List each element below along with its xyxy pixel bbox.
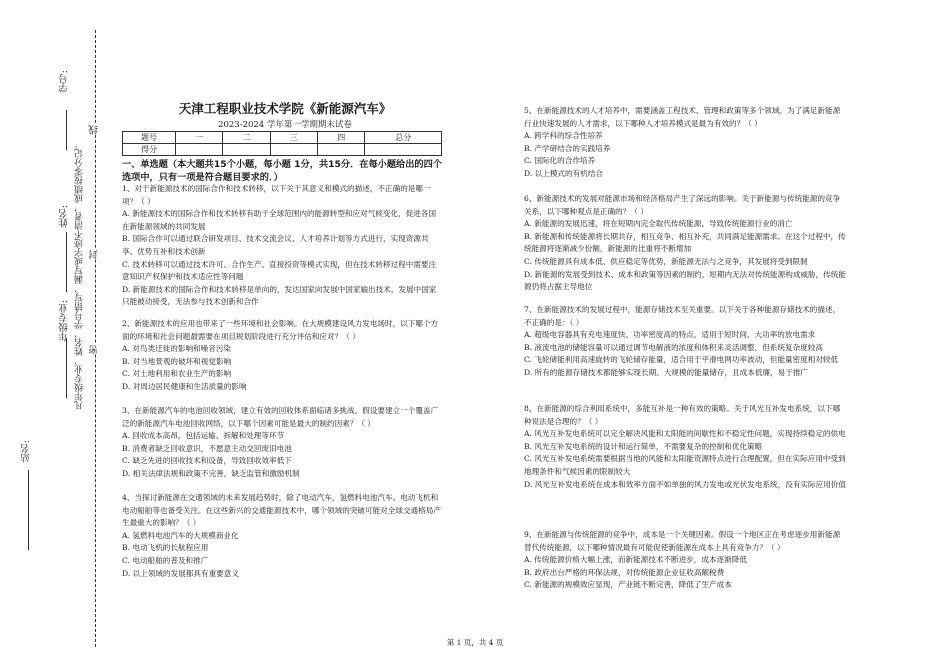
question-option: A. 传统能源价格大幅上涨，而新能源技术不断进步，成本逐渐降低 [524,555,747,565]
question-option: A. 对鸟类迁徙的影响和噪音污染 [122,344,232,354]
question-option: B. 产学研结合的实践培养 [524,143,611,153]
question-stem: 3、在新能源汽车的电池回收领域，建立有效的回收体系面临诸多挑战。假设要建立一个覆盖广泛的新能源汽车电池回收网络，以下哪个因素可能是最大的制约因素？（ ） [122,406,439,428]
score-cell: 一 [176,132,223,144]
binding-strip [0,0,105,672]
field-xuehao-label: 学号: [59,70,70,93]
question-7 [524,304,846,380]
score-input-cell [223,144,270,156]
score-cell: 二 [223,132,270,144]
question-stem: 9、在新能源与传统能源的竞争中，成本是一个关键因素。假设一个地区正在考虑逐步用新能源替代传统能源，以下哪种情况最有可能促使新能源在成本上具有竞争力？（ ） [524,530,841,552]
question-option: D. 对周边居民健康和生活质量的影响 [122,381,247,391]
page-footer: 第 1 页，共 4 页 [446,638,504,647]
question-option: B. 政府出台严格的环保法规，对传统能源企业征收高额税费 [524,567,725,577]
question-option: B. 风光互补发电系统的设计和运行简单，不需要复杂的控制和优化策略 [524,441,763,451]
score-table-score-row [123,144,442,156]
question-option: B. 消费者缺乏回收意识，不愿意主动交回废旧电池 [122,443,292,453]
score-input-cell [176,144,223,156]
seal-feng: 封 [89,250,100,260]
question-4 [122,492,442,580]
question-option: B. 对当地景观的破坏和视觉影响 [122,356,232,366]
binding-notice: 凡年级专业、姓名、学号错写、漏写或字迹不清者，成绩按零分记。 [75,140,85,410]
question-stem: 2、新能源技术的应用也带来了一些环境和社会影响。在大规模建设风力发电场时，以下哪个方面的环境和社会问题最需要在项目规划阶段进行充分评估和应对？（ ） [122,319,439,341]
score-input-cell [318,144,365,156]
score-cell: 题号 [123,132,176,144]
question-9 [524,529,846,592]
xingming-line [66,232,67,292]
question-option: D. 风光互补发电系统在成本和效率方面不如单独的风力发电或光伏发电系统，没有实际应用价值 [524,479,846,489]
question-option: C. 缺乏先进的回收技术和设备，导致回收效率低下 [122,456,292,466]
question-option: C. 技术转移可以通过技术许可、合作生产、直接投资等模式实现，但在技术转移过程中需要注意知识产权保护和技术适应性等问题 [122,259,437,282]
question-5 [524,105,846,181]
question-8 [524,403,846,491]
question-stem: 8、在新能源的综合利用系统中，多能互补是一种有效的策略。关于风光互补发电系统，以下哪种说法是合理的？（ ） [524,404,841,426]
question-option: A. 回收成本高昂，包括运输、拆解和处理等环节 [122,431,285,441]
score-cell: 三 [270,132,317,144]
question-stem: 6、新能源技术的发展对能源市场和经济格局产生了深远的影响。关于新能源与传统能源的竞争关系，以下哪种观点是正确的？（ ） [524,194,841,216]
question-option: A. 氢燃料电池汽车的大规模商业化 [122,530,239,540]
question-1 [122,183,442,309]
question-option: C. 飞轮储能利用高速旋转的飞轮储存能量，适合用于平滑电网功率波动，但能量密度相对较低 [524,355,839,365]
question-option: D. 相关法律法规和政策不完善，缺乏监管和激励机制 [122,468,300,478]
question-6 [524,193,846,294]
exam-title: 天津工程职业技术学院《新能源汽车》 [178,101,392,116]
question-option: A. 超级电容器具有充电速度快、功率密度高的特点，适用于短时间、大功率的放电需求 [524,330,816,340]
question-option: A. 跨学科的综合性培养 [524,131,603,141]
question-option: B. 新能源和传统能源将长期共存，相互竞争、相互补充，共同满足能源需求。在这个过程中，传统能源将逐渐减少份额，新能源的比重将不断增加 [524,231,846,254]
question-option: D. 以上模式的有机结合 [524,168,603,178]
question-option: A. 新能源的发展迅速，将在短期内完全取代传统能源，导致传统能源行业的消亡 [524,219,793,229]
question-option: C. 对土地利用和农业生产的影响 [122,369,232,379]
score-input-cell [270,144,317,156]
seal-mi: 密 [89,345,100,355]
xuehao-line [66,110,67,150]
question-option: C. 新能源的规模效应显现，产业链不断完善，降低了生产成本 [524,580,732,590]
field-zhanming-label: 站名: [21,440,32,463]
question-option: D. 新能源的发展受到技术、成本和政策等因素的制约，短期内无法对传统能源构成威胁，传统能源仍将占据主导地位 [524,269,846,292]
banji-line [66,338,67,398]
question-option: C. 传统能源具有成本低、供应稳定等优势，新能源无法与之竞争，其发展将受到限制 [524,256,808,266]
zhanming-line [28,470,29,550]
cut-line [95,30,96,647]
question-option: B. 液流电池的储能容量可以通过调节电解液的浓度和体积来灵活调整，但系统复杂度较高 [524,342,823,352]
question-option: A. 风光互补发电系统可以完全解决风能和太阳能的间歇性和不稳定性问题，实现持续稳定的供电 [524,429,846,439]
question-stem: 7、在新能源技术的发展过程中，能源存储技术至关重要。以下关于各种能源存储技术的描述，不正确的是：（ ） [524,305,841,327]
score-cell: 总分 [365,132,442,144]
question-stem: 4、当探讨新能源在交通领域的未来发展趋势时，除了电动汽车，氢燃料电池汽车、电动飞机和电动船舶等也备受关注。在这些新兴的交通能源技术中，哪个领域的突破可能对全球交通格局产生最重大的影响？（ ） [122,493,441,528]
score-input-cell [365,144,442,156]
question-option: D. 以上领域的发展都具有重要意义 [122,568,239,578]
field-banji-label: 年级专业: [59,300,70,342]
question-option: B. 电动飞机的长航程应用 [122,543,209,553]
question-2 [122,318,442,394]
question-option: A. 新能源技术的国际合作和技术转移有助于全球范围内的能源转型和应对气候变化，促进各国在新能源领域的共同发展 [122,209,437,231]
question-option: D. 新能源技术的国际合作和技术转移是单向的，发达国家向发展中国家输出技术，发展中国家只能被动接受，无法参与技术创新和合作 [122,284,437,307]
seal-xian: 线 [89,125,100,135]
question-stem: 1、对于新能源技术的国际合作和技术转移，以下关于其意义和模式的描述，不正确的是哪一项？（ ） [122,184,431,206]
exam-subtitle: 2023-2024 学年第一学期期末试卷 [218,120,352,130]
question-stem: 5、在新能源技术的人才培养中，需要涵盖工程技术、管理和政策等多个领域。为了满足新能源行业快速发展的人才需求，以下哪种人才培养模式是最为有效的？（ ） [524,106,841,128]
score-table [122,131,442,156]
score-table-header-row [123,132,442,144]
section-title: 一、单选题（本大题共15个小题，每小题 1分，共15分．在每小题给出的四个选项中，只有一项是符合题目要求的．） [122,159,442,183]
question-3 [122,405,442,481]
score-cell: 得分 [123,144,176,156]
question-option: C. 国际化的合作培养 [524,156,596,166]
score-cell: 四 [318,132,365,144]
question-option: B. 国际合作可以通过联合研发项目、技术交流会议、人才培养计划等方式进行，实现资源共享、优势互补和技术创新 [122,234,429,256]
question-option: C. 风光互补发电系统需要根据当地的风能和太阳能资源特点进行合理配置，但在实际应用中受到地理条件和气候因素的限制较大 [524,454,846,476]
field-xingming-label: 姓名: [59,205,70,228]
question-option: C. 电动船舶的普及和推广 [122,555,209,565]
question-option: D. 所有的能源存储技术都能够实现长期、大规模的能量储存，且成本低廉，易于推广 [524,367,809,377]
